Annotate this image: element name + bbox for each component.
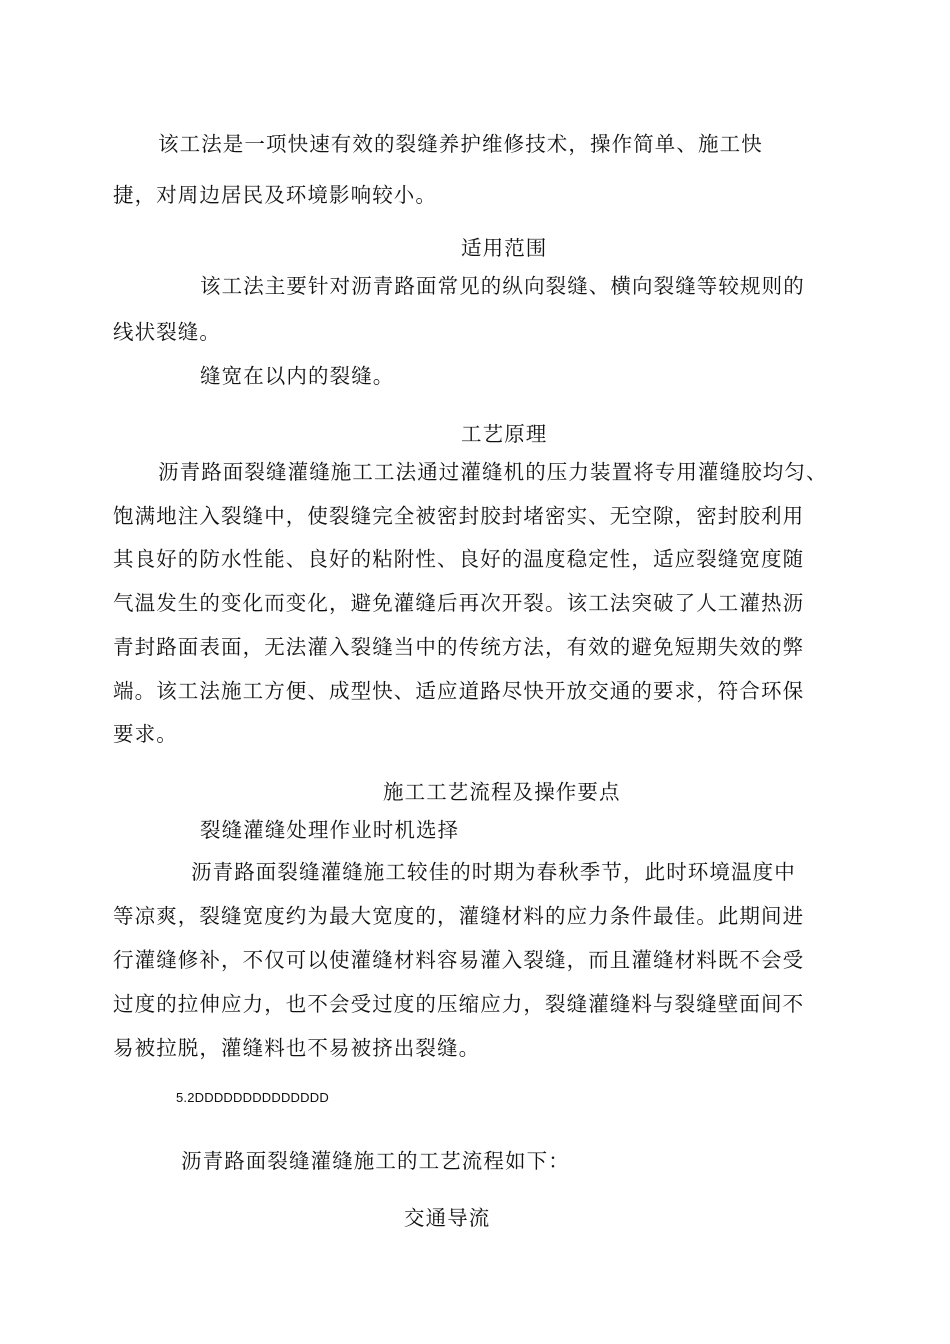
scope-para2: 缝宽在以内的裂缝。 <box>200 364 395 388</box>
intro-line-1: 该工法是一项快速有效的裂缝养护维修技术，操作简单、施工快 <box>158 132 763 156</box>
process-line-1: 沥青路面裂缝灌缝施工较佳的时期为春秋季节，此时环境温度中 <box>191 860 796 884</box>
principle-line-7: 要求。 <box>113 722 178 746</box>
scope-heading: 适用范围 <box>461 236 548 260</box>
principle-line-4: 气温发生的变化而变化，避免灌缝后再次开裂。该工法突破了人工灌热沥 <box>113 591 805 615</box>
principle-line-3: 其良好的防水性能、良好的粘附性、良好的温度稳定性，适应裂缝宽度随 <box>113 547 805 571</box>
process-subheading: 裂缝灌缝处理作业时机选择 <box>200 818 460 842</box>
principle-line-2: 饱满地注入裂缝中，使裂缝完全被密封胶封堵密实、无空隙，密封胶利用 <box>113 504 805 528</box>
principle-line-6: 端。该工法施工方便、成型快、适应道路尽快开放交通的要求，符合环保 <box>113 679 805 703</box>
process-line-2: 等凉爽，裂缝宽度约为最大宽度的，灌缝材料的应力条件最佳。此期间进 <box>113 904 805 928</box>
flow-step-traffic-diversion: 交通导流 <box>404 1206 491 1230</box>
process-line-5: 易被拉脱，灌缝料也不易被挤出裂缝。 <box>113 1036 481 1060</box>
principle-line-5: 青封路面表面，无法灌入裂缝当中的传统方法，有效的避免短期失效的弊 <box>113 635 805 659</box>
principle-heading: 工艺原理 <box>461 422 548 446</box>
scope-para1-line-2: 线状裂缝。 <box>113 320 221 344</box>
flow-intro: 沥青路面裂缝灌缝施工的工艺流程如下： <box>181 1149 570 1173</box>
principle-line-1: 沥青路面裂缝灌缝施工工法通过灌缝机的压力装置将专用灌缝胶均匀、 <box>158 460 828 484</box>
intro-line-2: 捷，对周边居民及环境影响较小。 <box>113 183 437 207</box>
section-5-2-label: 5.2DDDDDDDDDDDDDD <box>176 1090 329 1105</box>
scope-para1-line-1: 该工法主要针对沥青路面常见的纵向裂缝、横向裂缝等较规则的 <box>200 274 805 298</box>
process-line-4: 过度的拉伸应力，也不会受过度的压缩应力，裂缝灌缝料与裂缝壁面间不 <box>113 992 805 1016</box>
process-heading: 施工工艺流程及操作要点 <box>383 780 621 804</box>
process-line-3: 行灌缝修补，不仅可以使灌缝材料容易灌入裂缝，而且灌缝材料既不会受 <box>113 948 805 972</box>
